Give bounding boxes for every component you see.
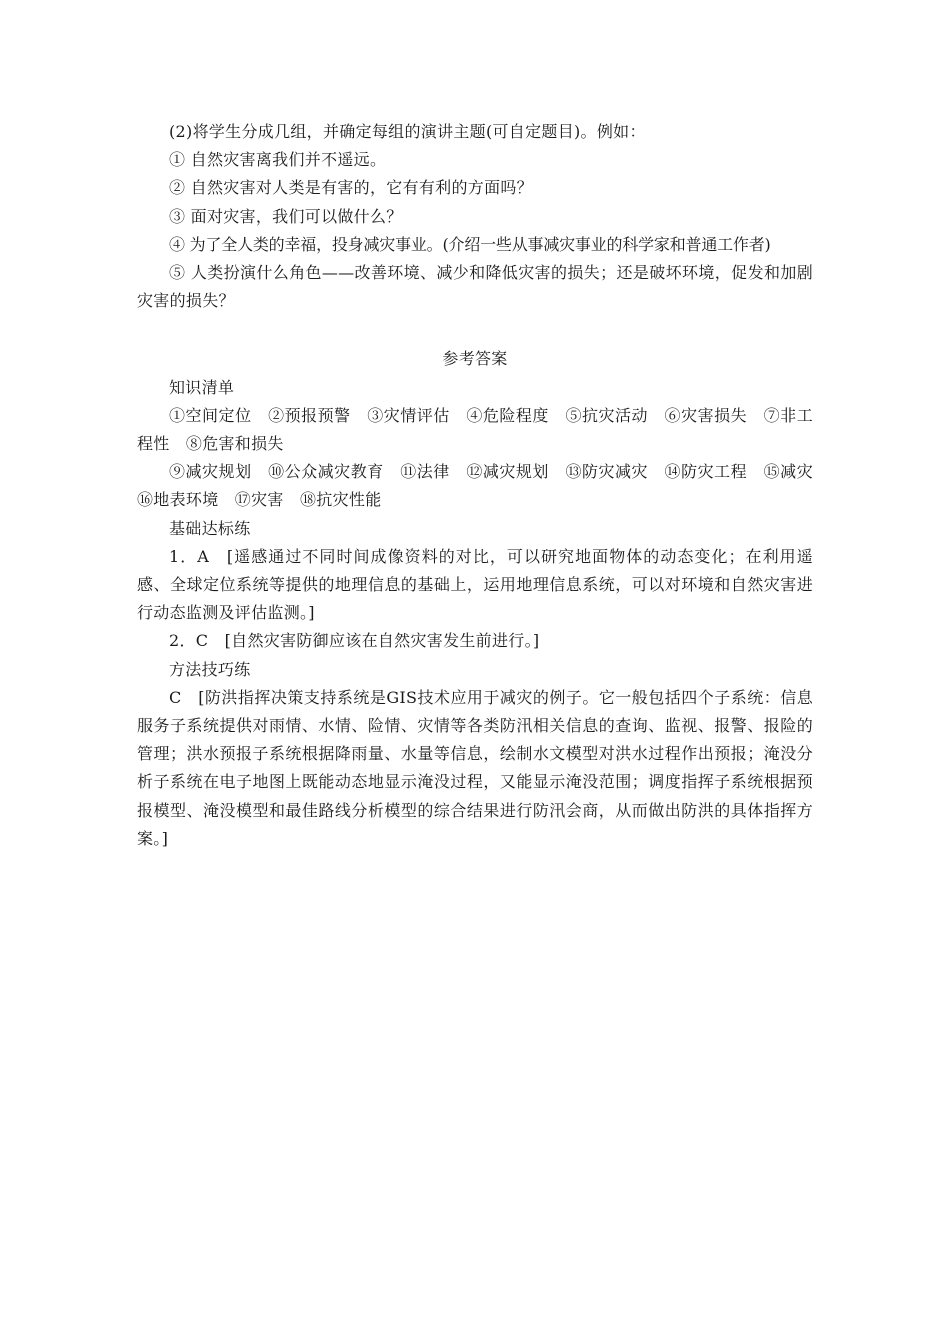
method-label: 方法技巧练 (169, 659, 251, 679)
basic-label: 基础达标练 (169, 518, 251, 538)
basic-answer-2: 2．C [自然灾害防御应该在自然灾害发生前进行。] (169, 631, 540, 651)
topic-item: ① 自然灾害离我们并不遥远。 (169, 150, 387, 170)
topic-item: ④ 为了全人类的幸福，投身减灾事业。(介绍一些从事减灾事业的科学家和普通工作者) (169, 234, 771, 254)
knowledge-row: ①空间定位 ②预报预警 ③灾情评估 ④危险程度 ⑤抗灾活动 ⑥灾害损失 ⑦非工程性 ⑧危害和损失 (137, 405, 813, 454)
answers-heading: 参考答案 (442, 349, 508, 369)
document-page (137, 118, 830, 853)
knowledge-row: ⑨减灾规划 ⑩公众减灾教育 ⑪法律 ⑫减灾规划 ⑬防灾减灾 ⑭防灾工程 ⑮减灾 ⑯地表环境 ⑰灾害 ⑱抗灾性能 (137, 462, 830, 510)
topic-item: ⑤ 人类扮演什么角色——改善环境、减少和降低灾害的损失；还是破坏环境，促发和加剧灾害的损失？ (137, 263, 813, 311)
basic-answer-1: 1．A [遥感通过不同时间成像资料的对比，可以研究地面物体的动态变化；在利用遥感、全球定位系统等提供的地理信息的基础上，运用地理信息系统，可以对环境和自然灾害进行动态监测及评估监测。] (137, 546, 813, 623)
activity-intro: (2)将学生分成几组，并确定每组的演讲主题(可自定题目)。例如： (169, 122, 646, 141)
topic-item: ② 自然灾害对人类是有害的，它有有利的方面吗？ (169, 178, 533, 198)
method-answer: C [防洪指挥决策支持系统是GIS技术应用于减灾的例子。它一般包括四个子系统：信息服务子系统提供对雨情、水情、险情、灾情等各类防汛相关信息的查询、监视、报警、报险的管理；洪水预报子系统根据降雨量、水量等信息，绘制水文模型对洪水过程作出预报；淹没分析子系统在电子地图上既能动态地显示淹没过程，又能显示淹没范围；调度指挥子系统根据预报模型、淹没模型和最佳路线分析模型的综合结果进行防汛会商，从而做出防洪的具体指挥方案。] (137, 687, 813, 848)
knowledge-label: 知识清单 (169, 377, 235, 397)
topic-item: ③ 面对灾害，我们可以做什么？ (169, 206, 403, 226)
